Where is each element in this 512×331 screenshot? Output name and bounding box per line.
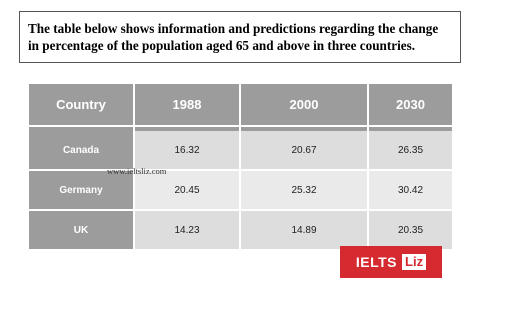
value-cell: 14.89: [240, 210, 368, 249]
value-cell: 20.35: [368, 210, 452, 249]
logo-badge: Liz: [402, 254, 426, 270]
value-cell: 26.35: [368, 131, 452, 170]
header-2000: 2000: [240, 84, 368, 126]
task-prompt-box: [19, 11, 461, 63]
country-cell: Germany: [29, 170, 134, 210]
table-header-row: [29, 84, 452, 126]
value-cell: 25.32: [240, 170, 368, 210]
logo-word: IELTS: [355, 254, 398, 270]
value-cell: 30.42: [368, 170, 452, 210]
country-cell: UK: [29, 210, 134, 249]
prompt-line-1: The table below shows information and predictions regarding the change: [28, 21, 439, 36]
table-row: [29, 131, 452, 170]
header-2030: 2030: [368, 84, 452, 126]
value-cell: 14.23: [134, 210, 240, 249]
country-cell: Canada: [29, 131, 134, 170]
watermark-url: www.ieltsliz.com: [107, 166, 167, 176]
header-country: Country: [29, 84, 134, 126]
population-table: [29, 84, 452, 249]
header-1988: 1988: [134, 84, 240, 126]
table-row: [29, 210, 452, 249]
table-row: [29, 170, 452, 210]
value-cell: 16.32: [134, 131, 240, 170]
value-cell: 20.67: [240, 131, 368, 170]
ielts-liz-logo: [340, 246, 442, 278]
prompt-line-2: in percentage of the population aged 65 and above in three countries.: [28, 38, 416, 53]
value-cell: 20.45: [134, 170, 240, 210]
